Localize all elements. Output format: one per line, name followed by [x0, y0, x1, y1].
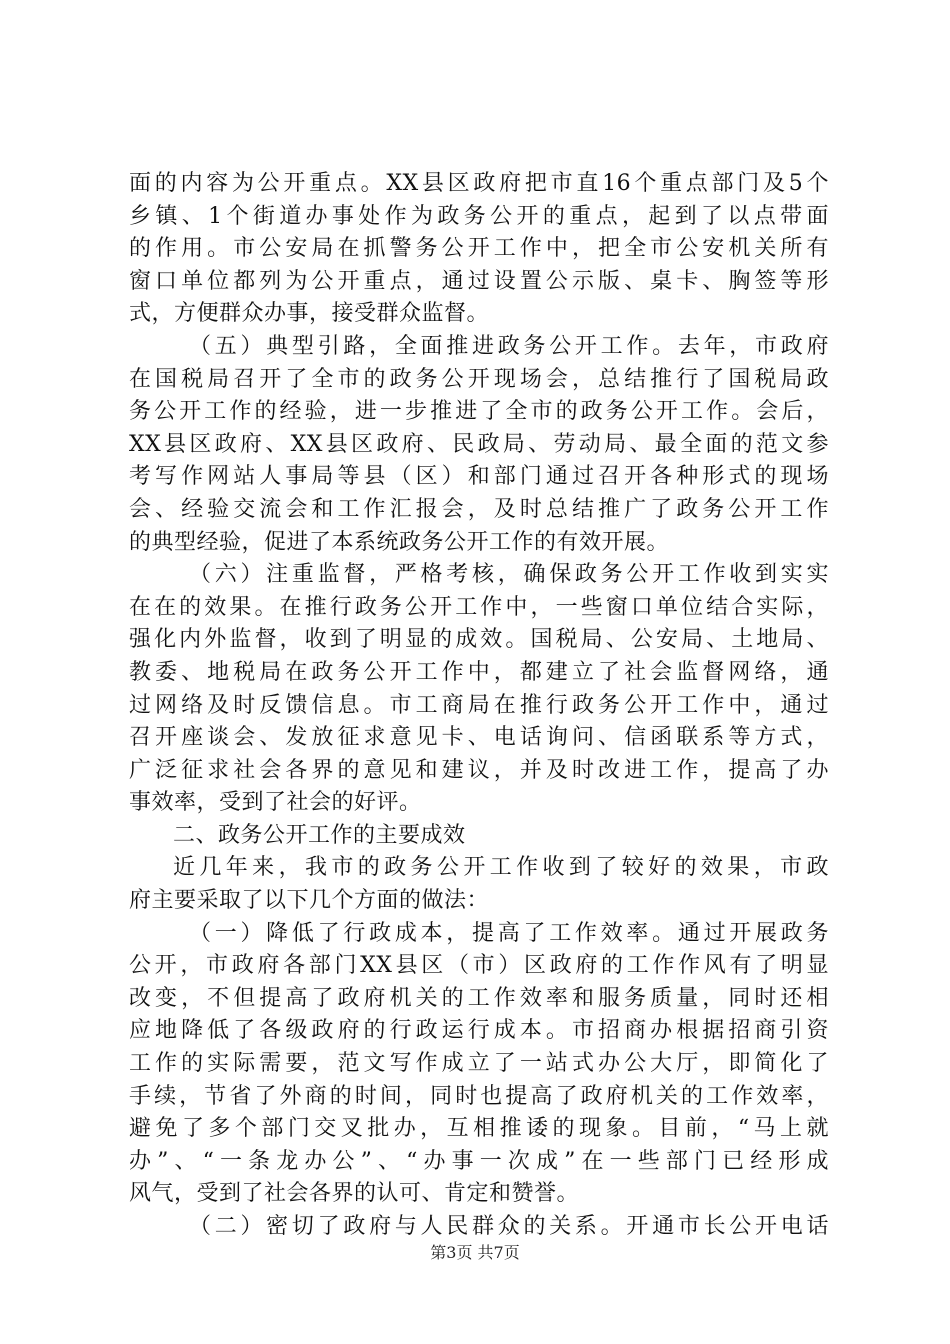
text-line: 会、经验交流会和工作汇报会，及时总结推广了政务公开工作: [129, 496, 829, 522]
text-line: 式，方便群众办事，接受群众监督。: [129, 301, 490, 327]
text-line: 过网络及时反馈信息。市工商局在推行政务公开工作中，通过: [129, 692, 829, 718]
section-heading: 二、政务公开工作的主要成效: [173, 822, 466, 848]
text-line: 风气，受到了社会各界的认可、肯定和赞誉。: [129, 1181, 580, 1207]
page-footer: 第3页 共7页: [430, 1243, 520, 1262]
text-line: 强化内外监督，收到了明显的成效。国税局、公安局、土地局、: [129, 627, 829, 653]
text-line: 务公开工作的经验，进一步推进了全市的政务公开工作。会后，: [129, 399, 829, 425]
text-line: 工作的实际需要，范文写作成立了一站式办公大厅，即简化了: [129, 1051, 829, 1077]
text-line: 窗口单位都列为公开重点，通过设置公示版、桌卡、胸签等形: [129, 268, 829, 294]
text-line: 考写作网站人事局等县（区）和部门通过召开各种形式的现场: [129, 464, 829, 490]
text-line: 广泛征求社会各界的意见和建议，并及时改进工作，提高了办: [129, 757, 829, 783]
text-line: 应地降低了各级政府的行政运行成本。市招商办根据招商引资: [129, 1018, 829, 1044]
text-line: 办”、“一条龙办公”、“办事一次成”在一些部门已经形成: [129, 1148, 829, 1174]
text-line: 避免了多个部门交叉批办，互相推诿的现象。目前，“马上就: [129, 1116, 829, 1142]
text-line: 召开座谈会、发放征求意见卡、电话询问、信函联系等方式，: [129, 725, 829, 751]
text-line: 事效率，受到了社会的好评。: [129, 790, 422, 816]
text-line: （二）密切了政府与人民群众的关系。开通市长公开电话: [189, 1214, 829, 1239]
text-line: 乡镇、1个街道办事处作为政务公开的重点，起到了以点带面: [129, 203, 829, 229]
text-line: （六）注重监督，严格考核，确保政务公开工作收到实实: [189, 562, 829, 588]
text-line: 面的内容为公开重点。XX县区政府把市直16个重点部门及5个: [129, 171, 829, 196]
text-line: 的作用。市公安局在抓警务公开工作中，把全市公安机关所有: [129, 236, 829, 262]
text-line: 府主要采取了以下几个方面的做法：: [129, 888, 490, 914]
text-line: 教委、地税局在政务公开工作中，都建立了社会监督网络，通: [129, 659, 829, 685]
text-line: （一）降低了行政成本，提高了工作效率。通过开展政务: [189, 920, 829, 946]
text-line: 公开，市政府各部门XX县区（市）区政府的工作作风有了明显: [129, 953, 829, 979]
text-line: （五）典型引路，全面推进政务公开工作。去年，市政府: [189, 333, 829, 359]
text-line: 手续，节省了外商的时间，同时也提高了政府机关的工作效率，: [129, 1083, 829, 1109]
text-line: 在在的效果。在推行政务公开工作中，一些窗口单位结合实际，: [129, 594, 829, 620]
document-body: [129, 168, 829, 1244]
text-line: XX县区政府、XX县区政府、民政局、劳动局、最全面的范文参: [129, 431, 829, 457]
text-line: 在国税局召开了全市的政务公开现场会，总结推行了国税局政: [129, 366, 829, 392]
text-line: 的典型经验，促进了本系统政务公开工作的有效开展。: [129, 529, 670, 555]
text-line: 近几年来，我市的政务公开工作收到了较好的效果，市政: [173, 855, 829, 881]
text-line: 改变，不但提高了政府机关的工作效率和服务质量，同时还相: [129, 985, 829, 1011]
